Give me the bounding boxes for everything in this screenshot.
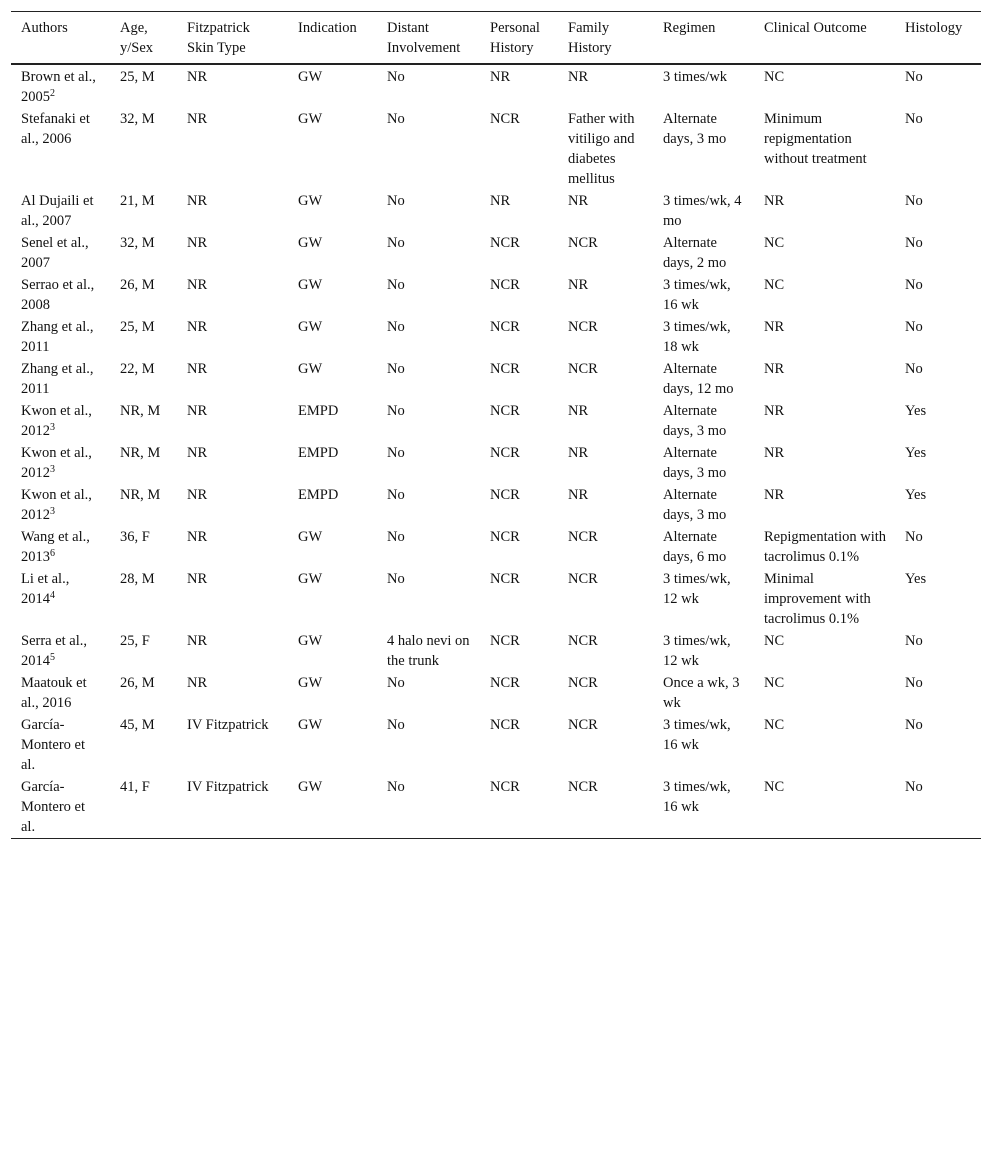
cell-histology: No [905, 675, 923, 691]
cell-age-sex: 45, M [120, 717, 155, 733]
cell-skin-type: NR [187, 361, 208, 377]
cell-indication: GW [288, 776, 377, 839]
cell-skin-type: NR [187, 675, 208, 691]
table-row [11, 358, 981, 400]
cell-distant-involvement: No [387, 529, 405, 545]
author-name: Al Dujaili et al., 2007 [21, 193, 94, 229]
cell-distant-involvement: No [387, 487, 405, 503]
cell-author [11, 358, 110, 400]
cell-histology: No [905, 361, 923, 377]
cell-personal-history: NR [490, 69, 511, 85]
cell-indication: EMPD [298, 403, 339, 419]
cell-skin-type: NR [187, 277, 208, 293]
cell-clinical-outcome: NC [764, 277, 785, 293]
cell-skin-type: NR [187, 445, 208, 461]
cell-skin-type: NR [187, 69, 208, 85]
cell-regimen: Alternate days, 3 mo [663, 487, 727, 523]
cell-regimen: 3 times/wk, 4 mo [663, 193, 742, 229]
table-row [11, 400, 981, 442]
cell-skin-type: NR [187, 633, 208, 649]
cell-skin-type: NR [187, 111, 208, 127]
cell-skin-type: NR [187, 235, 208, 251]
cell-clinical-outcome: NC [764, 633, 785, 649]
cell-personal-history: NCR [490, 361, 520, 377]
header-regimen: Regimen [653, 12, 754, 65]
author-name: Stefanaki et al., 2006 [21, 111, 90, 147]
cell-clinical-outcome: NR [764, 193, 785, 209]
cell-histology: No [905, 193, 923, 209]
cell-personal-history: NCR [480, 776, 558, 839]
cell-age-sex: 26, M [120, 277, 155, 293]
cell-family-history: NR [568, 69, 589, 85]
cell-skin-type: NR [187, 319, 208, 335]
cell-age-sex: NR, M [120, 445, 161, 461]
cell-indication: GW [298, 633, 323, 649]
reference-number: 6 [50, 548, 55, 559]
cell-clinical-outcome: NC [764, 235, 785, 251]
cell-personal-history: NCR [490, 571, 520, 587]
table-row [11, 108, 981, 190]
reference-number: 3 [50, 506, 55, 517]
table-row [11, 568, 981, 630]
cell-histology: Yes [905, 403, 927, 419]
table-container [11, 11, 981, 839]
cell-regimen: 3 times/wk, 16 wk [663, 277, 731, 313]
cell-author [11, 672, 110, 714]
cell-regimen: Alternate days, 2 mo [663, 235, 727, 271]
cell-indication: GW [298, 111, 323, 127]
cell-family-history: NCR [568, 529, 598, 545]
cell-family-history: NR [568, 445, 589, 461]
table-row [11, 232, 981, 274]
cell-author [11, 274, 110, 316]
cell-author [11, 714, 110, 776]
author-name: Zhang et al., 2011 [21, 361, 94, 397]
cell-author [11, 568, 110, 630]
cell-family-history: NCR [568, 361, 598, 377]
author-name: Serra et al., 2014 [21, 633, 88, 669]
cell-family-history: NCR [568, 717, 598, 733]
cell-indication: GW [298, 69, 323, 85]
header-indication: Indication [288, 12, 377, 65]
header-authors: Authors [11, 12, 110, 65]
cell-indication: EMPD [298, 445, 339, 461]
cell-distant-involvement: No [387, 403, 405, 419]
cell-regimen: Alternate days, 12 mo [663, 361, 734, 397]
cell-skin-type: NR [187, 529, 208, 545]
cell-skin-type: NR [187, 571, 208, 587]
cell-indication: GW [298, 571, 323, 587]
cell-age-sex: NR, M [120, 403, 161, 419]
cell-author [11, 400, 110, 442]
cell-age-sex: 26, M [120, 675, 155, 691]
table-row [11, 630, 981, 672]
cell-skin-type: NR [187, 193, 208, 209]
header-skin-type: Fitzpatrick Skin Type [177, 12, 288, 65]
cell-age-sex: 41, F [110, 776, 177, 839]
cell-regimen: 3 times/wk [663, 69, 728, 85]
cell-distant-involvement: No [387, 319, 405, 335]
author-name: Zhang et al., 2011 [21, 319, 94, 355]
cell-personal-history: NCR [490, 235, 520, 251]
author-name: Kwon et al., 2012 [21, 445, 92, 481]
cell-histology: No [905, 319, 923, 335]
cell-author [11, 232, 110, 274]
cell-family-history: NCR [568, 235, 598, 251]
table-row [11, 442, 981, 484]
cell-skin-type: IV Fitzpatrick [187, 717, 269, 733]
cell-personal-history: NCR [490, 319, 520, 335]
cell-histology: No [905, 235, 923, 251]
cell-age-sex: 25, F [120, 633, 150, 649]
cell-indication: GW [298, 717, 323, 733]
header-histology: Histology [895, 12, 981, 65]
cell-personal-history: NCR [490, 111, 520, 127]
author-name: Kwon et al., 2012 [21, 403, 92, 439]
cell-personal-history: NCR [490, 633, 520, 649]
cell-indication: EMPD [298, 487, 339, 503]
author-name: Serrao et al., 2008 [21, 277, 95, 313]
cell-regimen: 3 times/wk, 16 wk [653, 776, 754, 839]
cell-clinical-outcome: NR [764, 445, 785, 461]
header-family-history: Family History [558, 12, 653, 65]
table-row [11, 190, 981, 232]
cell-clinical-outcome: NR [764, 319, 785, 335]
cell-age-sex: 32, M [120, 111, 155, 127]
cell-histology: Yes [905, 487, 927, 503]
reference-number: 5 [50, 652, 55, 663]
cell-histology: No [905, 111, 923, 127]
cell-personal-history: NR [490, 193, 511, 209]
reference-number: 3 [50, 464, 55, 475]
cell-age-sex: 21, M [120, 193, 155, 209]
cell-regimen: 3 times/wk, 16 wk [663, 717, 731, 753]
reference-number: 4 [50, 590, 55, 601]
cell-author [11, 64, 110, 108]
table-row [11, 672, 981, 714]
table-row [11, 714, 981, 776]
cell-regimen: 3 times/wk, 12 wk [663, 633, 731, 669]
cell-author [11, 630, 110, 672]
cell-family-history: NCR [568, 319, 598, 335]
cell-clinical-outcome: Repigmentation with tacrolimus 0.1% [764, 529, 887, 565]
cell-skin-type: NR [187, 403, 208, 419]
cell-clinical-outcome: NR [764, 361, 785, 377]
header-row [11, 12, 981, 65]
cell-distant-involvement: 4 halo nevi on the trunk [387, 633, 470, 669]
cell-clinical-outcome: NC [754, 776, 895, 839]
cell-personal-history: NCR [490, 529, 520, 545]
cell-age-sex: 36, F [120, 529, 150, 545]
cell-author [11, 190, 110, 232]
cell-age-sex: 25, M [120, 319, 155, 335]
cell-indication: GW [298, 361, 323, 377]
cell-distant-involvement: No [387, 361, 405, 377]
author-name: García-Montero et al. [21, 779, 86, 835]
cell-regimen: Alternate days, 3 mo [663, 403, 727, 439]
cell-clinical-outcome: NC [764, 69, 785, 85]
header-clinical-outcome: Clinical Outcome [754, 12, 895, 65]
author-name: Kwon et al., 2012 [21, 487, 92, 523]
cell-age-sex: 28, M [120, 571, 155, 587]
cell-clinical-outcome: Minimal improvement with tacrolimus 0.1% [764, 571, 871, 627]
cell-family-history: NR [568, 403, 589, 419]
table-row [11, 274, 981, 316]
header-age-sex: Age, y/Sex [110, 12, 177, 65]
cell-distant-involvement: No [387, 111, 405, 127]
cell-indication: GW [298, 277, 323, 293]
cell-skin-type: IV Fitzpatrick [177, 776, 288, 839]
cell-indication: GW [298, 529, 323, 545]
cell-histology: No [905, 277, 923, 293]
cell-regimen: Alternate days, 3 mo [663, 111, 727, 147]
cell-age-sex: NR, M [120, 487, 161, 503]
table-header [11, 12, 981, 65]
cell-personal-history: NCR [490, 403, 520, 419]
cell-distant-involvement: No [387, 675, 405, 691]
cell-author [11, 526, 110, 568]
cell-personal-history: NCR [490, 487, 520, 503]
table-body [11, 64, 981, 839]
cell-regimen: Once a wk, 3 wk [663, 675, 740, 711]
cell-family-history: NR [568, 487, 589, 503]
cell-distant-involvement: No [387, 193, 405, 209]
cell-personal-history: NCR [490, 277, 520, 293]
cell-histology: No [905, 69, 923, 85]
header-personal-history: Personal History [480, 12, 558, 65]
cell-author [11, 316, 110, 358]
cell-histology: Yes [905, 571, 927, 587]
cell-family-history: NR [568, 193, 589, 209]
cell-author [11, 484, 110, 526]
cell-clinical-outcome: NC [764, 675, 785, 691]
cell-regimen: 3 times/wk, 18 wk [663, 319, 731, 355]
cell-clinical-outcome: NR [764, 403, 785, 419]
cell-distant-involvement: No [387, 235, 405, 251]
cell-indication: GW [298, 675, 323, 691]
table-row [11, 316, 981, 358]
cell-regimen: Alternate days, 6 mo [663, 529, 727, 565]
cell-personal-history: NCR [490, 445, 520, 461]
cell-regimen: 3 times/wk, 12 wk [663, 571, 731, 607]
reference-number: 3 [50, 422, 55, 433]
cell-histology: No [905, 529, 923, 545]
author-name: García-Montero et al. [21, 717, 86, 773]
table-row [11, 526, 981, 568]
cell-family-history: NCR [568, 675, 598, 691]
table-row [11, 776, 981, 839]
header-distant-involvement: Distant Involvement [377, 12, 480, 65]
author-name: Wang et al., 2013 [21, 529, 90, 565]
cell-regimen: Alternate days, 3 mo [663, 445, 727, 481]
table-row [11, 64, 981, 108]
cell-histology: No [895, 776, 981, 839]
cell-distant-involvement: No [387, 277, 405, 293]
cell-family-history: NCR [568, 571, 598, 587]
cell-age-sex: 22, M [120, 361, 155, 377]
cell-age-sex: 25, M [120, 69, 155, 85]
author-name: Maatouk et al., 2016 [21, 675, 87, 711]
cell-family-history: NR [568, 277, 589, 293]
case-reports-table [11, 11, 981, 839]
cell-indication: GW [298, 235, 323, 251]
author-name: Senel et al., 2007 [21, 235, 89, 271]
cell-distant-involvement: No [387, 717, 405, 733]
cell-histology: Yes [905, 445, 927, 461]
cell-family-history: Father with vitiligo and diabetes mellitus [568, 111, 635, 187]
cell-histology: No [905, 717, 923, 733]
cell-clinical-outcome: NR [764, 487, 785, 503]
cell-distant-involvement: No [387, 69, 405, 85]
cell-personal-history: NCR [490, 675, 520, 691]
cell-histology: No [905, 633, 923, 649]
cell-distant-involvement: No [387, 445, 405, 461]
cell-personal-history: NCR [490, 717, 520, 733]
cell-author [11, 442, 110, 484]
author-name: Li et al., 2014 [21, 571, 70, 607]
cell-family-history: NCR [568, 633, 598, 649]
cell-clinical-outcome: Minimum repigmentation without treatment [764, 111, 867, 167]
cell-author [11, 776, 110, 839]
cell-distant-involvement: No [387, 571, 405, 587]
cell-age-sex: 32, M [120, 235, 155, 251]
cell-author [11, 108, 110, 190]
reference-number: 2 [50, 88, 55, 99]
cell-indication: GW [298, 193, 323, 209]
cell-distant-involvement: No [377, 776, 480, 839]
author-name: Brown et al., 2005 [21, 69, 96, 105]
table-row [11, 484, 981, 526]
cell-skin-type: NR [187, 487, 208, 503]
cell-family-history: NCR [558, 776, 653, 839]
cell-clinical-outcome: NC [764, 717, 785, 733]
cell-indication: GW [298, 319, 323, 335]
